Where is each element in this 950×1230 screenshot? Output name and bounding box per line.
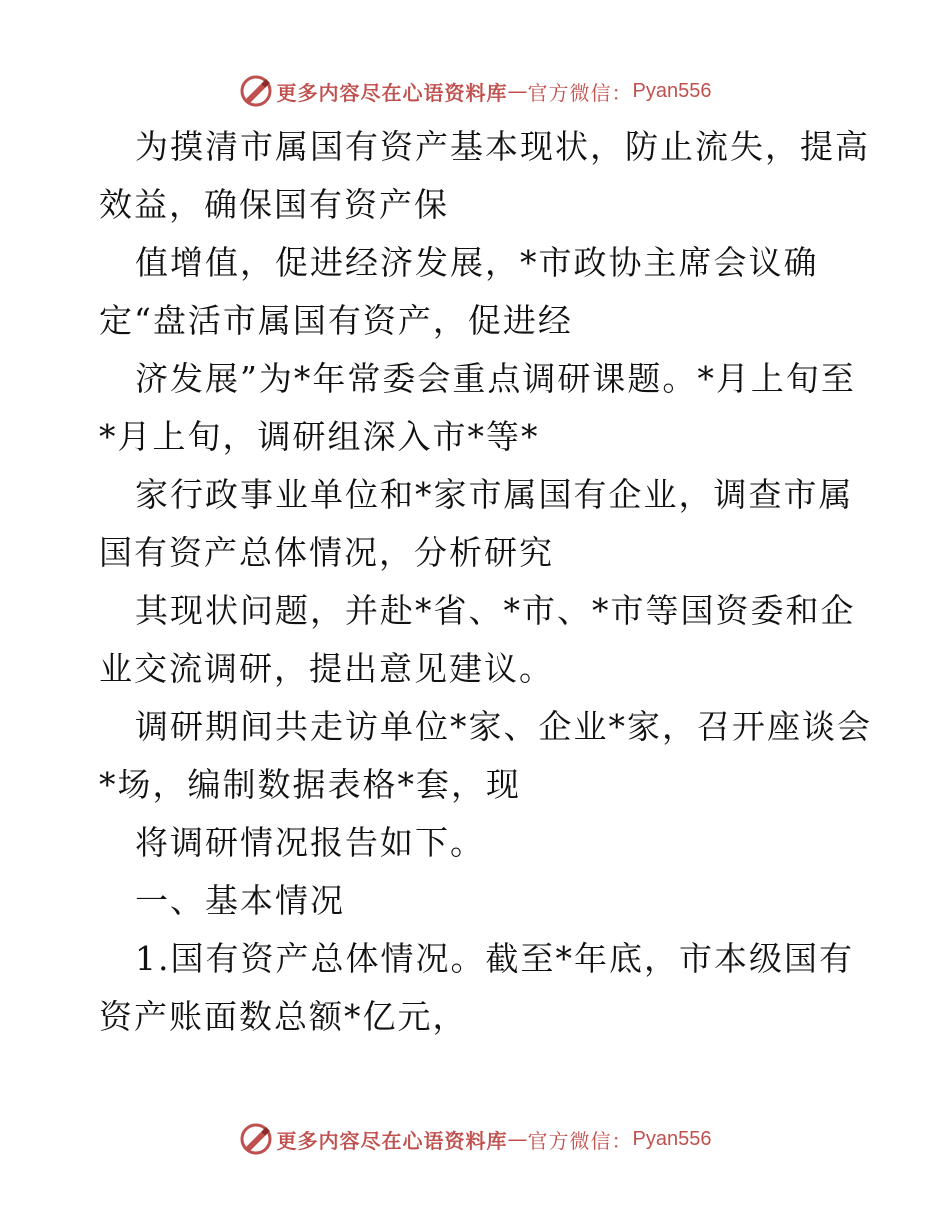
watermark-wechat-id: Pyan556: [632, 79, 712, 102]
text-line: 调研期间共走访单位*家、企业*家，召开座谈会: [135, 707, 872, 746]
watermark-text: 更多内容尽在心语资料库: [276, 1128, 508, 1153]
watermark-wechat-label: 官方微信：: [527, 80, 633, 105]
pen-logo-icon: [239, 74, 273, 108]
text-line: 将调研情况报告如下。: [135, 823, 485, 862]
text-line: 为摸清市属国有资产基本现状，防止流失，提高: [135, 127, 870, 166]
watermark-wechat-id: Pyan556: [632, 1127, 712, 1150]
document-body: [99, 118, 872, 1046]
text-line: 值增值，促进经济发展，*市政协主席会议确: [135, 243, 819, 282]
text-line: 效益，确保国有资产保: [99, 185, 449, 224]
text-line: *场，编制数据表格*套，现: [99, 765, 521, 804]
text-line: 1.国有资产总体情况。截至*年底，市本级国有: [135, 939, 854, 978]
watermark-wechat-label: 官方微信：: [527, 1128, 633, 1153]
text-line: 其现状问题，并赴*省、*市、*市等国资委和企: [135, 591, 856, 630]
text-line: 业交流调研，提出意见建议。: [99, 649, 554, 688]
text-line: 定“盘活市属国有资产，促进经: [99, 301, 573, 340]
text-line: 资产账面数总额*亿元，: [99, 997, 468, 1036]
pen-logo-icon: [239, 1122, 273, 1156]
text-line: 国有资产总体情况，分析研究: [99, 533, 554, 572]
watermark-text: 更多内容尽在心语资料库: [276, 80, 508, 105]
section-heading: 一、基本情况: [135, 881, 345, 920]
watermark-footer: [0, 1119, 950, 1159]
text-line: 家行政事业单位和*家市属国有企业，调查市属: [135, 475, 854, 514]
watermark-separator: —: [507, 1127, 528, 1151]
text-line: 济发展”为*年常委会重点调研课题。*月上旬至: [135, 359, 856, 398]
watermark-header: [0, 71, 950, 111]
watermark-separator: —: [507, 79, 528, 103]
text-line: *月上旬，调研组深入市*等*: [99, 417, 540, 456]
